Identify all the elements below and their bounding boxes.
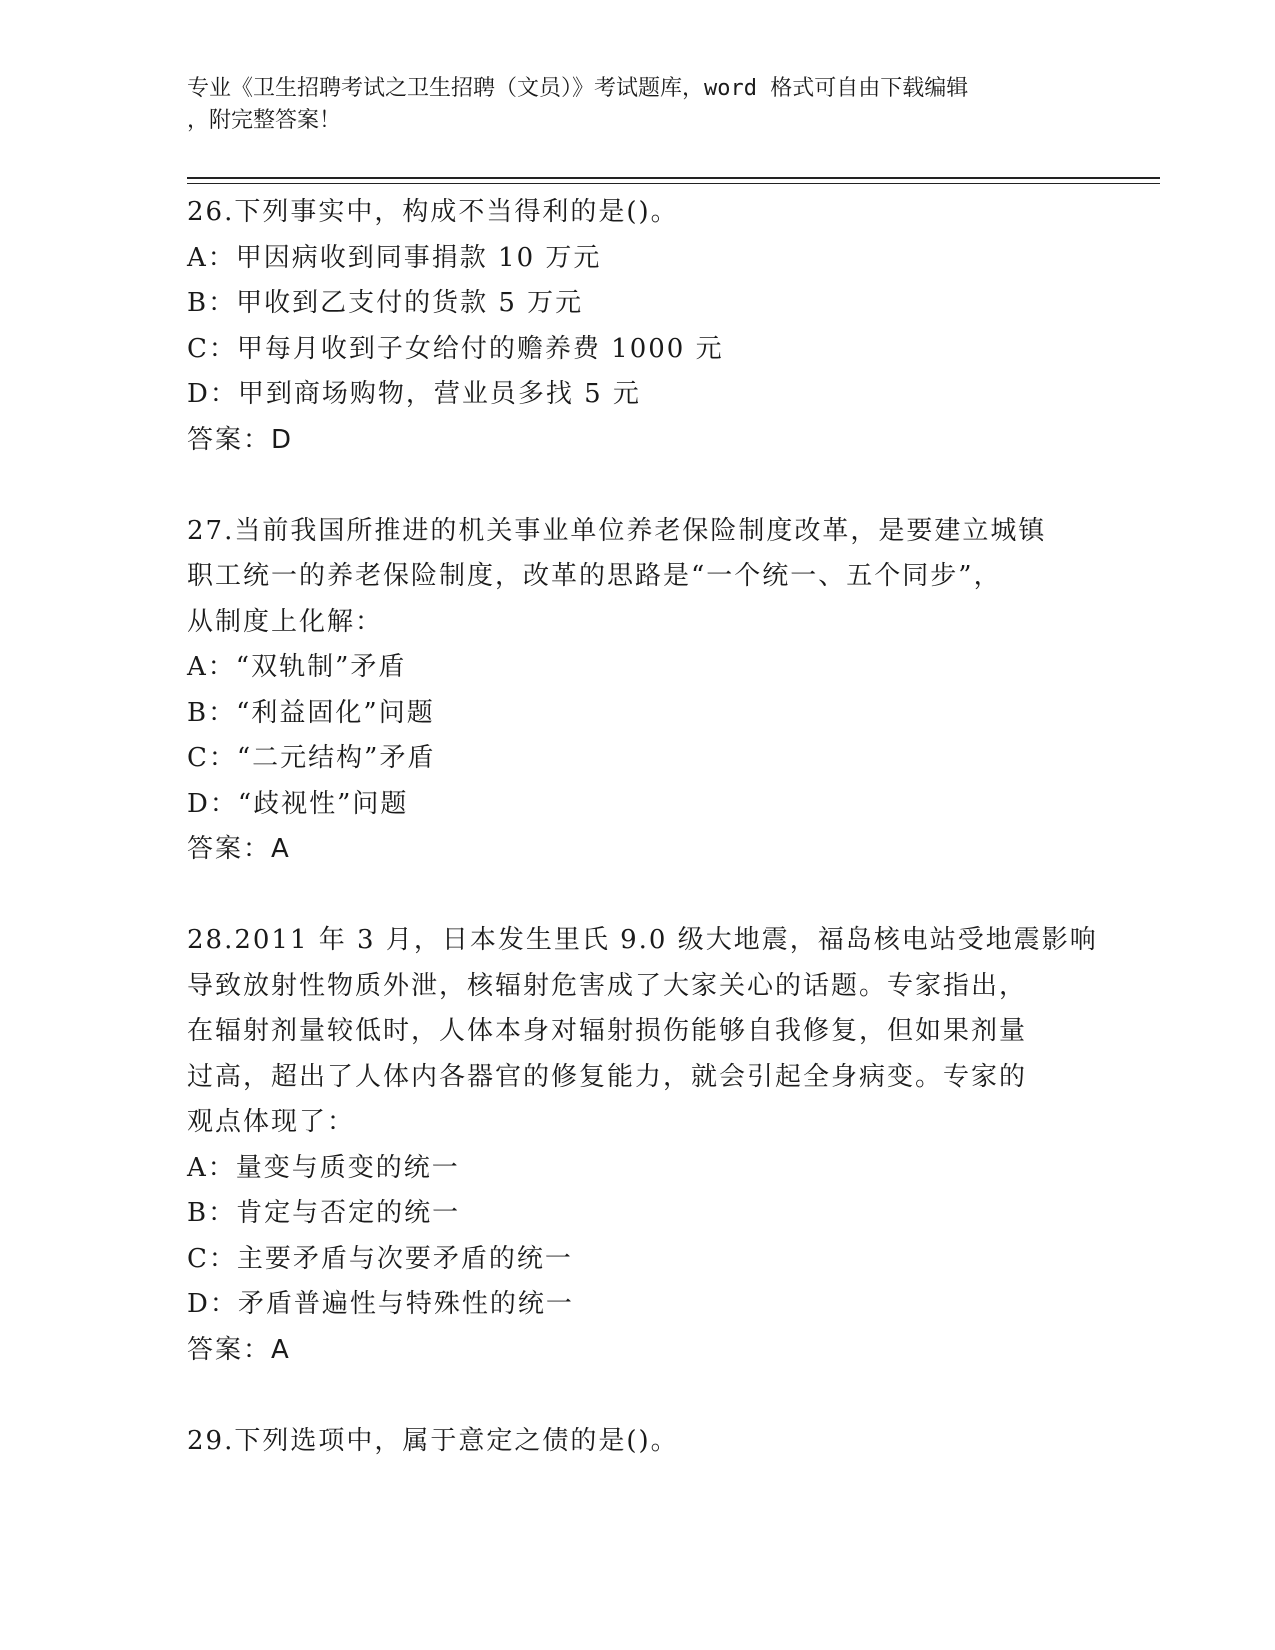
option-b: B：肯定与否定的统一 bbox=[187, 1198, 461, 1228]
spacer bbox=[187, 1373, 1167, 1419]
question-28 bbox=[187, 918, 1167, 1373]
question-stem: 29.下列选项中，属于意定之债的是()。 bbox=[187, 1425, 679, 1456]
question-29 bbox=[187, 1419, 1167, 1465]
question-stem: 28.2011 年 3 月，日本发生里氏 9.0 级大地震，福岛核电站受地震影响 bbox=[187, 925, 1098, 955]
question-stem: 27.当前我国所推进的机关事业单位养老保险制度改革，是要建立城镇 bbox=[187, 515, 1047, 546]
option-c: C：甲每月收到子女给付的赡养费 1000 元 bbox=[187, 333, 724, 364]
option-a: A：量变与质变的统一 bbox=[187, 1152, 460, 1183]
answer: 答案：A bbox=[187, 834, 291, 864]
header-line-1: 专业《卫生招聘考试之卫生招聘（文员）》考试题库，word 格式可自由下载编辑 bbox=[187, 76, 969, 101]
option-b: B：甲收到乙支付的货款 5 万元 bbox=[187, 288, 584, 318]
option-d: D：“歧视性”问题 bbox=[187, 788, 409, 819]
question-stem: 观点体现了： bbox=[187, 1107, 356, 1137]
question-stem: 26.下列事实中，构成不当得利的是()。 bbox=[187, 197, 679, 227]
question-stem: 从制度上化解： bbox=[187, 606, 384, 637]
question-26 bbox=[187, 190, 1167, 463]
question-stem: 职工统一的养老保险制度，改革的思路是“一个统一、五个同步”， bbox=[187, 561, 1002, 591]
header-divider-thick bbox=[187, 177, 1160, 179]
question-stem: 导致放射性物质外泄，核辐射危害成了大家关心的话题。专家指出， bbox=[187, 970, 1028, 1001]
option-a: A：“双轨制”矛盾 bbox=[187, 652, 407, 682]
spacer bbox=[187, 873, 1167, 919]
option-d: D：甲到商场购物，营业员多找 5 元 bbox=[187, 379, 641, 409]
option-c: C：主要矛盾与次要矛盾的统一 bbox=[187, 1243, 573, 1274]
option-c: C：“二元结构”矛盾 bbox=[187, 743, 436, 773]
option-d: D：矛盾普遍性与特殊性的统一 bbox=[187, 1289, 574, 1319]
answer: 答案：A bbox=[187, 1334, 291, 1365]
answer: 答案：D bbox=[187, 424, 294, 455]
header-line-2: ，附完整答案！ bbox=[187, 108, 342, 133]
option-b: B：“利益固化”问题 bbox=[187, 697, 435, 728]
question-27 bbox=[187, 509, 1167, 873]
question-stem: 在辐射剂量较低时，人体本身对辐射损伤能够自我修复，但如果剂量 bbox=[187, 1016, 1028, 1046]
document-header bbox=[187, 73, 1087, 137]
question-stem: 过高，超出了人体内各器官的修复能力，就会引起全身病变。专家的 bbox=[187, 1061, 1028, 1092]
spacer bbox=[187, 463, 1167, 509]
question-list bbox=[187, 190, 1167, 1464]
header-divider-thin bbox=[187, 183, 1160, 184]
option-a: A：甲因病收到同事捐款 10 万元 bbox=[187, 242, 602, 273]
